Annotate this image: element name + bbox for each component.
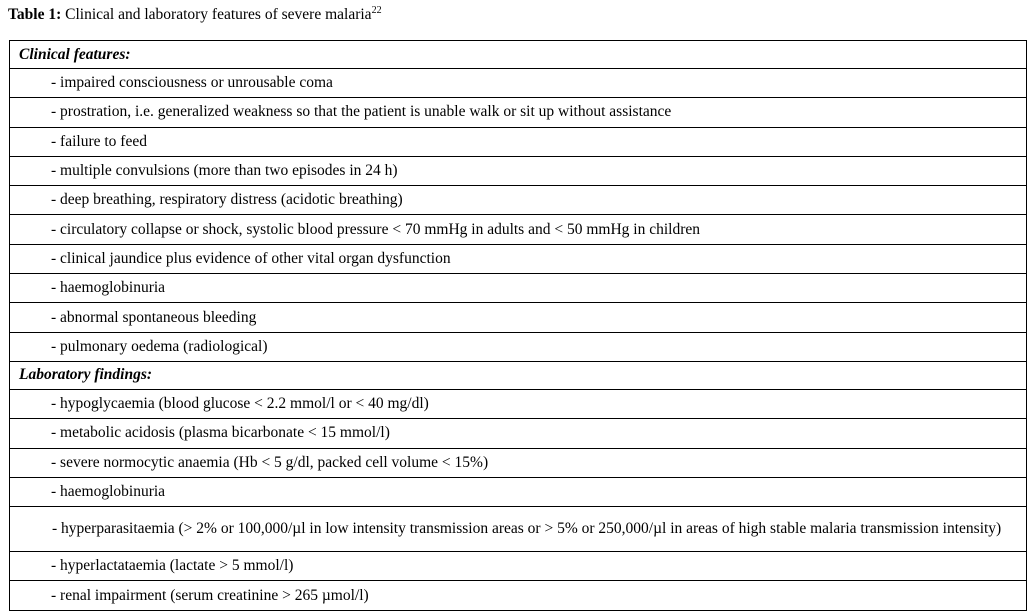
table-row	[10, 186, 1027, 215]
clinical-item: - prostration, i.e. generalized weakness so that the patient is unable walk or sit up without assistance	[51, 103, 672, 121]
table-row	[10, 552, 1027, 581]
laboratory-item: - haemoglobinuria	[51, 483, 166, 500]
table-row	[10, 303, 1027, 332]
clinical-item: - impaired consciousness or unrousable coma	[51, 74, 333, 92]
laboratory-item: - metabolic acidosis (plasma bicarbonate < 15 mmol/l)	[51, 424, 390, 442]
section-header-clinical	[10, 41, 1027, 69]
table-caption	[8, 5, 382, 24]
laboratory-item: - hypoglycaemia (blood glucose < 2.2 mmol/l or < 40 mg/dl)	[51, 395, 429, 413]
clinical-item: - clinical jaundice plus evidence of other vital organ dysfunction	[51, 249, 451, 267]
clinical-item: - failure to feed	[51, 132, 147, 150]
table-row	[10, 448, 1027, 477]
caption-reference: 22	[371, 5, 382, 16]
caption-label: Table 1:	[8, 6, 62, 23]
caption-text: Clinical and laboratory features of severe malaria	[61, 6, 372, 23]
table-row	[10, 389, 1027, 418]
clinical-item: - haemoglobinuria	[51, 279, 166, 297]
table-row	[10, 581, 1027, 610]
laboratory-item: - severe normocytic anaemia (Hb < 5 g/dl, packed cell volume < 15%)	[51, 453, 489, 471]
clinical-item: - pulmonary oedema (radiological)	[51, 337, 268, 355]
clinical-item: - circulatory collapse or shock, systolic blood pressure < 70 mmHg in adults and < 50 mmHg in children	[51, 220, 700, 238]
table-row	[10, 507, 1027, 552]
table-row	[10, 215, 1027, 244]
table-row	[10, 69, 1027, 98]
clinical-item: - deep breathing, respiratory distress (acidotic breathing)	[51, 191, 403, 209]
table-row	[10, 244, 1027, 273]
table-row	[10, 98, 1027, 127]
section-header-laboratory	[10, 361, 1027, 389]
table-row	[10, 156, 1027, 185]
laboratory-item: - hyperlactataemia (lactate > 5 mmol/l)	[51, 557, 294, 575]
table-row	[10, 477, 1027, 506]
table-row	[10, 127, 1027, 156]
severe-malaria-table	[9, 40, 1027, 611]
table-row	[10, 274, 1027, 303]
section-heading-clinical: Clinical features:	[10, 41, 1027, 69]
table-row	[10, 419, 1027, 448]
laboratory-item: - renal impairment (serum creatinine > 265 µmol/l)	[51, 586, 369, 604]
clinical-item: - multiple convulsions (more than two episodes in 24 h)	[51, 162, 398, 180]
clinical-item: - abnormal spontaneous bleeding	[51, 308, 257, 326]
section-heading-laboratory: Laboratory findings:	[10, 361, 1027, 389]
laboratory-item: - hyperparasitaemia (> 2% or 100,000/µl in low intensity transmission areas or > 5% or 250,000/µl in areas of high stable malaria transmission intensity)	[52, 520, 1002, 538]
table-row	[10, 332, 1027, 361]
